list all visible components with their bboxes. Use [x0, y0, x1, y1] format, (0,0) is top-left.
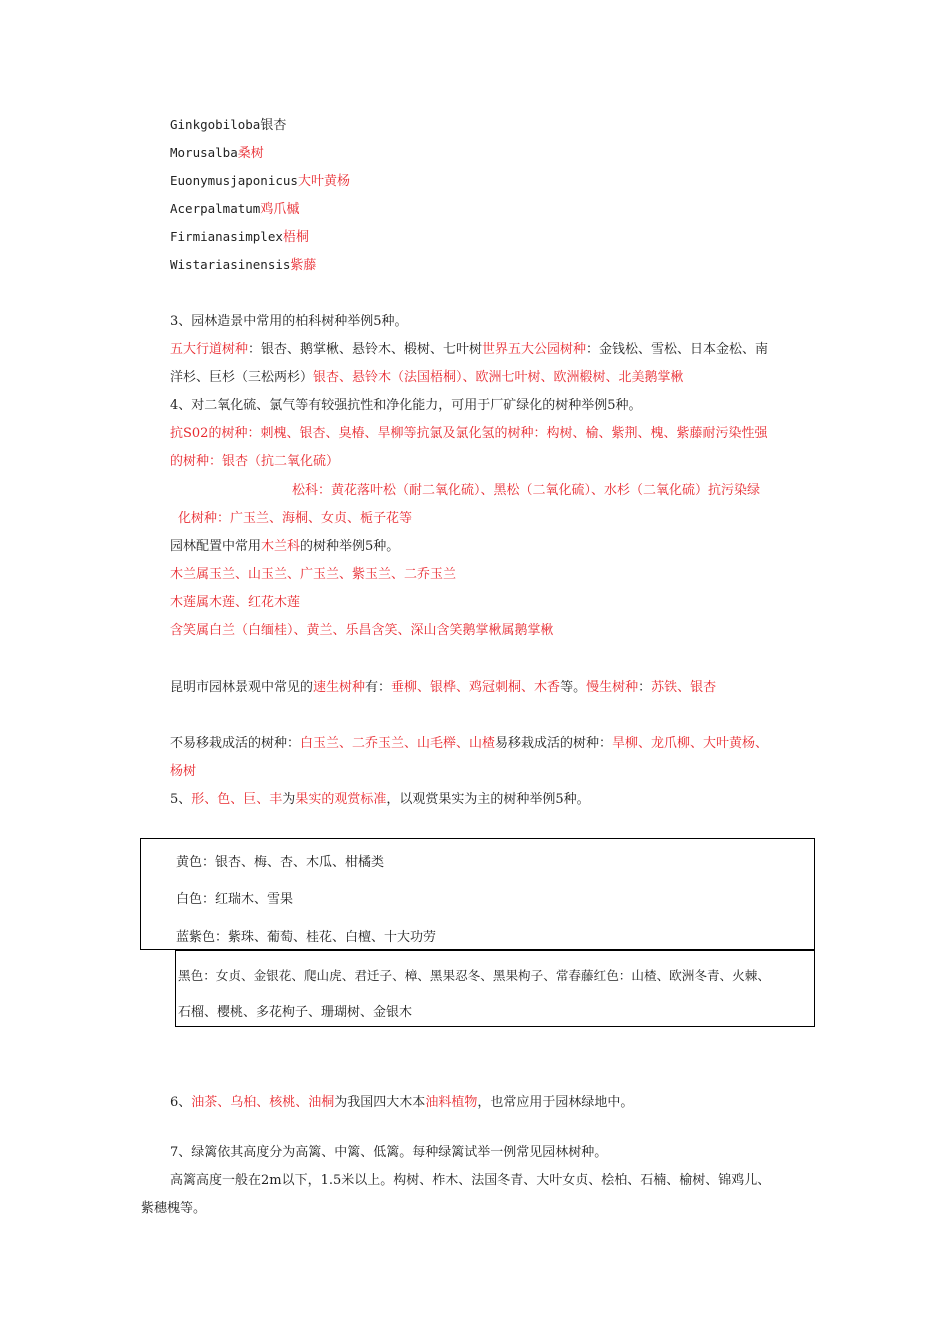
q7-answer-line-1: 高篱高度一般在2m以下，1.5米以上。构树、柞木、法国冬青、大叶女贞、桧柏、石楠、榆树、锦鸡儿、 [170, 1173, 771, 1188]
species-row: Morusalba桑树 [170, 145, 264, 161]
transplant-line-1: 不易移栽成活的树种：白玉兰、二乔玉兰、山毛榉、山楂易移栽成活的树种：旱柳、龙爪柳、大叶黄杨、 [170, 736, 769, 751]
question-5: 5、形、色、巨、丰为果实的观赏标准，以观赏果实为主的树种举例5种。 [170, 792, 590, 807]
species-row: Wistariasinensis紫藤 [170, 257, 317, 273]
species-cn: 紫藤 [290, 258, 317, 273]
q4-answer-line-3: 松科：黄花落叶松（耐二氧化硫）、黑松（二氧化硫）、水杉（二氧化硫）抗污染绿 [292, 483, 761, 498]
species-row: Euonymusjaponicus大叶黄杨 [170, 173, 350, 189]
kunming-paragraph: 昆明市园林景观中常见的速生树种有：垂柳、银桦、鸡冠刺桐、木香等。慢生树种：苏铁、银杏 [170, 680, 717, 695]
question-3: 3、园林造景中常用的柏科树种举例5种。 [170, 314, 408, 329]
q4-answer-line-4: 化树种：广玉兰、海桐、女贞、栀子花等 [178, 511, 413, 526]
magnolia-answer-2: 木莲属木莲、红花木莲 [170, 595, 301, 610]
species-cn: 银杏 [260, 118, 287, 133]
species-cn: 鸡爪槭 [260, 202, 300, 217]
question-7: 7、绿篱依其高度分为高篱、中篱、低篱。每种绿篱试举一例常见园林树种。 [170, 1145, 608, 1160]
magnolia-answer-1: 木兰属玉兰、山玉兰、广玉兰、紫玉兰、二乔玉兰 [170, 567, 457, 582]
q3-answer-line-1: 五大行道树种：银杏、鹅掌楸、悬铃木、椴树、七叶树世界五大公园树种：金钱松、雪松、日本金松、南 [170, 342, 769, 357]
fruit-white: 白色：红瑞木、雪果 [176, 892, 294, 907]
species-row: Firmianasimplex梧桐 [170, 229, 309, 245]
species-cn: 桑树 [237, 146, 264, 161]
magnolia-answer-3: 含笑属白兰（白缅桂）、黄兰、乐昌含笑、深山含笑鹅掌楸属鹅掌楸 [170, 623, 554, 638]
q7-answer-line-2: 紫穗槐等。 [141, 1201, 207, 1216]
species-cn: 大叶黄杨 [297, 174, 350, 189]
magnolia-question: 园林配置中常用木兰科的树种举例5种。 [170, 539, 400, 554]
species-row: Ginkgobiloba银杏 [170, 117, 287, 133]
transplant-line-2: 杨树 [170, 764, 197, 779]
fruit-blue-purple: 蓝紫色：紫珠、葡萄、桂花、白檀、十大功劳 [176, 930, 437, 945]
fruit-black-red: 黑色：女贞、金银花、爬山虎、君迁子、樟、黑果忍冬、黑果枸子、常春藤红色：山楂、欧洲冬青、火棘、 [178, 968, 770, 983]
fruit-red-continued: 石榴、樱桃、多花枸子、珊瑚树、金银木 [178, 1005, 413, 1020]
q4-answer-line-1: 抗S02的树种：刺槐、银杏、臭椿、旱柳等抗氯及氯化氢的树种：构树、榆、紫荆、槐、紫藤耐污染性强 [170, 426, 768, 441]
question-6: 6、油茶、乌桕、核桃、油桐为我国四大木本油料植物，也常应用于园林绿地中。 [170, 1095, 634, 1110]
fruit-yellow: 黄色：银杏、梅、杏、木瓜、柑橘类 [176, 855, 385, 870]
q4-answer-line-2: 的树种：银杏（抗二氧化硫） [170, 454, 340, 469]
species-cn: 梧桐 [282, 230, 309, 245]
q3-answer-line-2: 洋杉、巨杉（三松两杉）银杏、悬铃木（法国梧桐）、欧洲七叶树、欧洲椴树、北美鹅掌楸 [170, 370, 684, 385]
question-4: 4、对二氧化硫、氯气等有较强抗性和净化能力，可用于厂矿绿化的树种举例5种。 [170, 398, 642, 413]
species-row: Acerpalmatum鸡爪槭 [170, 201, 300, 217]
